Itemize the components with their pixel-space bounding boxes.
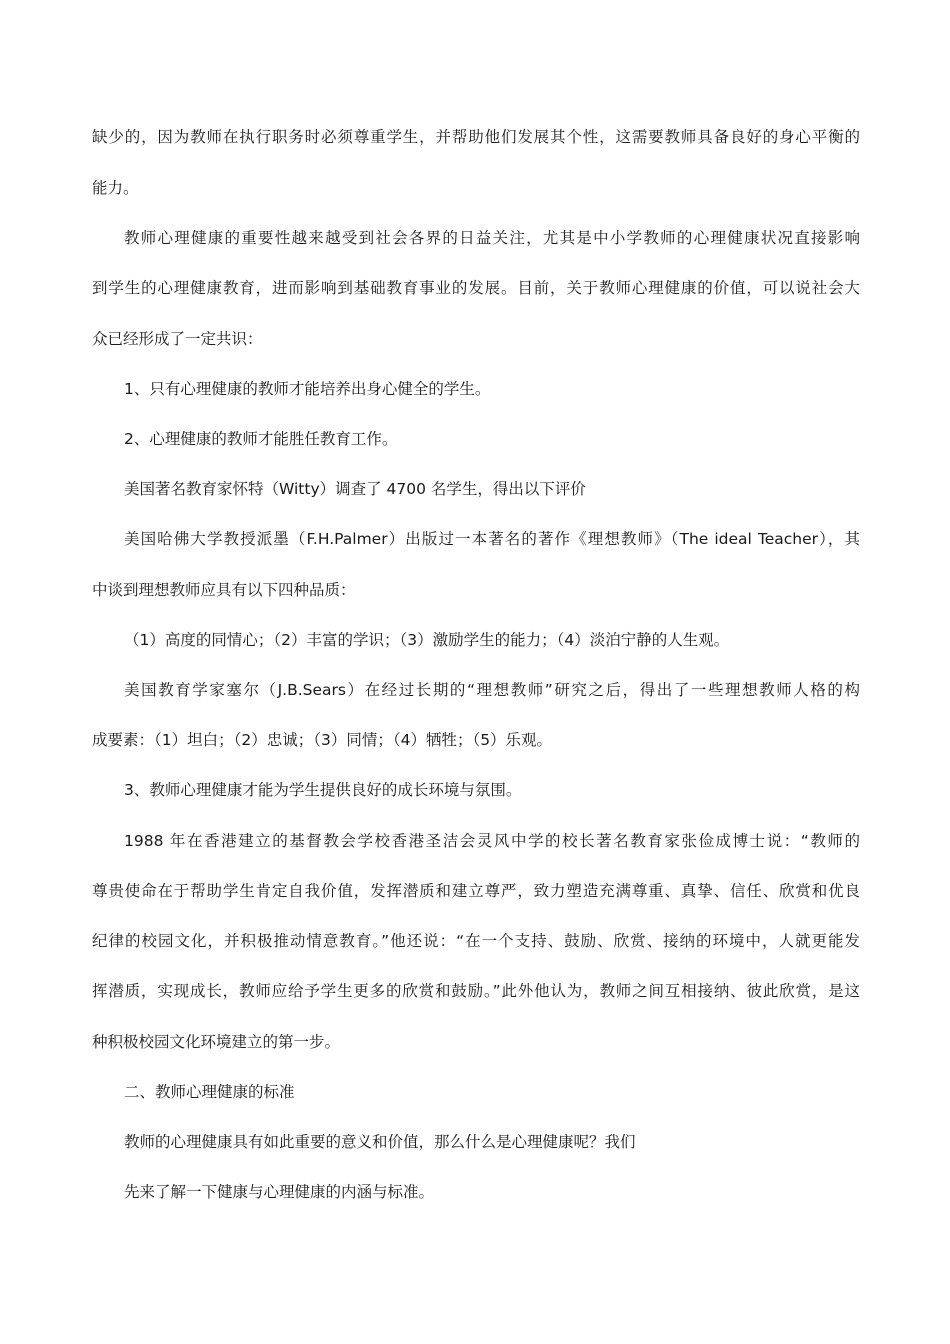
text-line: 教师心理健康的重要性越来越受到社会各界的日益关注，尤其是中小学教师的心理健康状况直接影响 [124,229,860,247]
text-line: 能力。 [92,179,139,197]
section-heading: 二、教师心理健康的标准 [124,1083,295,1101]
text-line: 教师的心理健康具有如此重要的意义和价值，那么什么是心理健康呢？我们 [124,1133,636,1151]
text-line: 尊贵使命在于帮助学生肯定自我价值，发挥潜质和建立尊严，致力塑造充满尊重、真挚、信任、欣赏和优良 [92,882,860,900]
text-line: 美国哈佛大学教授派墨（F.H.Palmer）出版过一本著名的著作《理想教师》（The ideal Teacher），其 [124,530,860,548]
list-item: 2、心理健康的教师才能胜任教育工作。 [124,430,398,448]
text-line: 纪律的校园文化，并积极推动情意教育。”他还说：“在一个支持、鼓励、欣赏、接纳的环境中，人就更能发 [92,932,860,950]
text-line: 中谈到理想教师应具有以下四种品质： [92,581,356,599]
text-line: 众已经形成了一定共识： [92,330,263,348]
text-line: 先来了解一下健康与心理健康的内涵与标准。 [124,1183,435,1201]
text-line: 种积极校园文化环境建立的第一步。 [92,1033,341,1051]
text-line: 成要素：（1）坦白；（2）忠诚；（3）同情；（4）牺牲；（5）乐观。 [92,731,553,749]
list-item: 1、只有心理健康的教师才能培养出身心健全的学生。 [124,380,491,398]
text-line: 挥潜质，实现成长，教师应给予学生更多的欣赏和鼓励。”此外他认为，教师之间互相接纳、彼此欣赏，是这 [92,982,860,1000]
text-line: 美国教育学家塞尔（J.B.Sears）在经过长期的“理想教师”研究之后，得出了一些理想教师人格的构 [124,681,860,699]
text-line: （1）高度的同情心；（2）丰富的学识；（3）激励学生的能力；（4）淡泊宁静的人生观。 [124,631,730,649]
text-line: 到学生的心理健康教育，进而影响到基础教育事业的发展。目前，关于教师心理健康的价值，可以说社会大 [92,279,860,297]
text-line: 美国著名教育家怀特（Witty）调查了 4700 名学生，得出以下评价 [124,480,586,498]
text-line: 缺少的，因为教师在执行职务时必须尊重学生，并帮助他们发展其个性，这需要教师具备良好的身心平衡的 [92,128,860,146]
list-item: 3、教师心理健康才能为学生提供良好的成长环境与氛围。 [124,781,522,799]
text-line: 1988 年在香港建立的基督教会学校香港圣洁会灵风中学的校长著名教育家张俭成博士说：“教师的 [124,832,860,850]
